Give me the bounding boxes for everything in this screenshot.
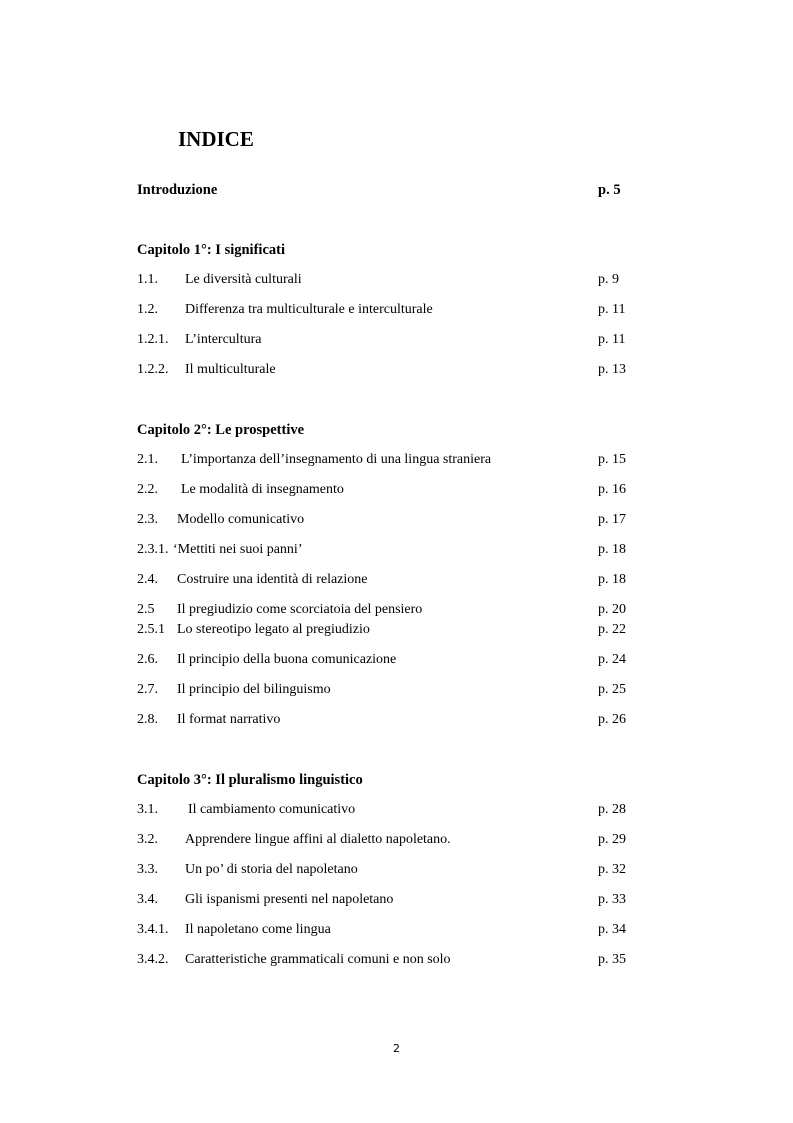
toc-page-number: p. 29 bbox=[598, 832, 626, 847]
toc-entry bbox=[137, 600, 637, 620]
toc-entry bbox=[137, 620, 637, 640]
toc-page-number: p. 22 bbox=[598, 622, 626, 637]
toc-entry bbox=[137, 830, 637, 850]
section-title: L’importanza dell’insegnamento di una lingua straniera bbox=[181, 452, 492, 467]
section-number: 2.2. bbox=[137, 482, 158, 497]
section-title: Il napoletano come lingua bbox=[185, 922, 331, 937]
section-title: Il principio della buona comunicazione bbox=[177, 652, 397, 667]
section-title: Il pregiudizio come scorciatoia del pensiero bbox=[177, 602, 423, 617]
section-number: 1.2. bbox=[137, 302, 158, 317]
toc-entry bbox=[137, 710, 637, 730]
toc-page-number: p. 18 bbox=[598, 572, 626, 587]
toc-entry bbox=[137, 450, 637, 470]
section-title: Apprendere lingue affini al dialetto napoletano. bbox=[185, 832, 451, 847]
section-title: Il principio del bilinguismo bbox=[177, 682, 331, 697]
toc-page-number: p. 13 bbox=[598, 362, 626, 377]
toc-page-number: p. 9 bbox=[598, 272, 619, 287]
chapter-title: Capitolo 3°: Il pluralismo linguistico bbox=[137, 772, 363, 788]
toc-entry bbox=[137, 360, 637, 380]
toc-entry bbox=[137, 860, 637, 880]
toc-entry bbox=[137, 570, 637, 590]
toc-entry bbox=[137, 480, 637, 500]
section-number: 3.3. bbox=[137, 862, 158, 877]
section-number: 2.5.1 bbox=[137, 622, 165, 637]
section-title: Gli ispanismi presenti nel napoletano bbox=[185, 892, 394, 907]
page-title: INDICE bbox=[178, 127, 254, 151]
toc-entry bbox=[137, 950, 637, 970]
toc-entry-title: Introduzione bbox=[137, 182, 218, 198]
section-title: Le modalità di insegnamento bbox=[181, 482, 344, 497]
section-number: 3.1. bbox=[137, 802, 158, 817]
toc-page-number: p. 24 bbox=[598, 652, 626, 667]
toc-page-number: p. 35 bbox=[598, 952, 626, 967]
chapter-heading-3 bbox=[137, 770, 637, 790]
section-title: Il format narrativo bbox=[177, 712, 281, 727]
section-title: Un po’ di storia del napoletano bbox=[185, 862, 358, 877]
page-number-footer: 2 bbox=[393, 1042, 400, 1055]
section-number: 3.4.1. bbox=[137, 922, 169, 937]
section-number: 1.2.2. bbox=[137, 362, 169, 377]
section-title: Il cambiamento comunicativo bbox=[188, 802, 356, 817]
toc-page-number: p. 34 bbox=[598, 922, 626, 937]
section-number: 1.2.1. bbox=[137, 332, 169, 347]
section-number: 2.3. bbox=[137, 512, 158, 527]
section-number: 3.2. bbox=[137, 832, 158, 847]
section-number: 2.7. bbox=[137, 682, 158, 697]
section-title: L’intercultura bbox=[185, 332, 262, 347]
section-number: 2.5 bbox=[137, 602, 155, 617]
toc-entry-introduzione bbox=[137, 180, 637, 200]
toc-entry bbox=[137, 800, 637, 820]
toc-entry bbox=[137, 680, 637, 700]
toc-entry bbox=[137, 540, 637, 560]
chapter-title: Capitolo 2°: Le prospettive bbox=[137, 422, 305, 438]
toc-entry bbox=[137, 330, 637, 350]
toc-entry bbox=[137, 270, 637, 290]
section-number: 3.4. bbox=[137, 892, 158, 907]
section-title: Differenza tra multiculturale e interculturale bbox=[185, 302, 433, 317]
toc-page-number: p. 28 bbox=[598, 802, 626, 817]
section-title: Caratteristiche grammaticali comuni e non solo bbox=[185, 952, 451, 967]
section-title: Lo stereotipo legato al pregiudizio bbox=[177, 622, 370, 637]
section-number: 2.4. bbox=[137, 572, 158, 587]
section-number: 1.1. bbox=[137, 272, 158, 287]
section-number: 2.1. bbox=[137, 452, 158, 467]
toc-page-number: p. 5 bbox=[598, 182, 621, 198]
section-number: 2.6. bbox=[137, 652, 158, 667]
section-title: ‘Mettiti nei suoi panni’ bbox=[173, 542, 303, 557]
chapter-heading-2 bbox=[137, 420, 637, 440]
section-number: 3.4.2. bbox=[137, 952, 169, 967]
chapter-title: Capitolo 1°: I significati bbox=[137, 242, 285, 258]
toc-page-number: p. 25 bbox=[598, 682, 626, 697]
toc-entry bbox=[137, 650, 637, 670]
section-title: Le diversità culturali bbox=[185, 272, 302, 287]
toc-page-number: p. 15 bbox=[598, 452, 626, 467]
section-number: 2.8. bbox=[137, 712, 158, 727]
toc-page-number: p. 32 bbox=[598, 862, 626, 877]
section-title: Modello comunicativo bbox=[177, 512, 305, 527]
toc-page-number: p. 11 bbox=[598, 302, 626, 317]
toc-page-number: p. 26 bbox=[598, 712, 626, 727]
toc-page-number: p. 20 bbox=[598, 602, 626, 617]
toc-entry bbox=[137, 920, 637, 940]
toc-entry bbox=[137, 510, 637, 530]
toc-entry bbox=[137, 890, 637, 910]
toc-page-number: p. 11 bbox=[598, 332, 626, 347]
toc-page-number: p. 18 bbox=[598, 542, 626, 557]
section-title: Il multiculturale bbox=[185, 362, 276, 377]
toc-entry bbox=[137, 300, 637, 320]
chapter-heading-1 bbox=[137, 240, 637, 260]
toc-page-number: p. 16 bbox=[598, 482, 626, 497]
section-title: Costruire una identità di relazione bbox=[177, 572, 368, 587]
toc-page-number: p. 17 bbox=[598, 512, 626, 527]
toc-page-number: p. 33 bbox=[598, 892, 626, 907]
section-number: 2.3.1. bbox=[137, 542, 169, 557]
